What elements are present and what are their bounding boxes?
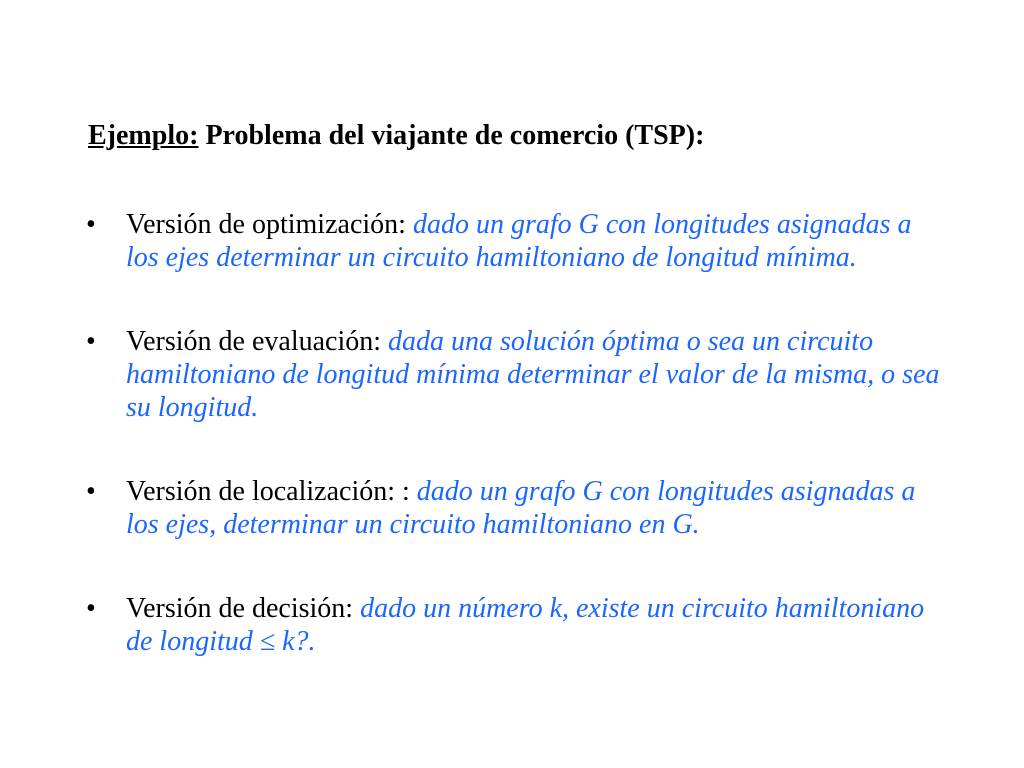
bullet-label: Versión de evaluación: — [126, 326, 382, 357]
bullet-description: dado un grafo G con longitudes asignadas a los ejes, determinar un circuito hamiltoniano en G. — [126, 476, 916, 540]
bullet-label: Versión de decisión: — [126, 593, 354, 624]
bullet-list — [84, 208, 944, 709]
bullet-item-decision — [84, 592, 944, 658]
bullet-icon: • — [86, 476, 96, 507]
bullet-item-optimization — [84, 208, 944, 274]
title-label: Ejemplo: — [88, 120, 199, 151]
bullet-description: dada una solución óptima o sea un circuito hamiltoniano de longitud mínima determinar el valor de la misma, o sea su longitud. — [126, 326, 940, 423]
bullet-description: dado un número k, existe un circuito hamiltoniano de longitud ≤ k?. — [126, 593, 925, 657]
bullet-description: dado un grafo G con longitudes asignadas a los ejes determinar un circuito hamiltoniano de longitud mínima. — [126, 209, 912, 273]
bullet-icon: • — [86, 209, 96, 240]
bullet-item-evaluation — [84, 325, 944, 424]
bullet-item-localization — [84, 475, 944, 541]
bullet-icon: • — [86, 326, 96, 357]
bullet-label: Versión de localización: : — [126, 476, 410, 507]
bullet-label: Versión de optimización: — [126, 209, 406, 240]
title-text: Problema del viajante de comercio (TSP): — [205, 120, 705, 151]
bullet-icon: • — [86, 593, 96, 624]
slide-title — [88, 116, 704, 156]
